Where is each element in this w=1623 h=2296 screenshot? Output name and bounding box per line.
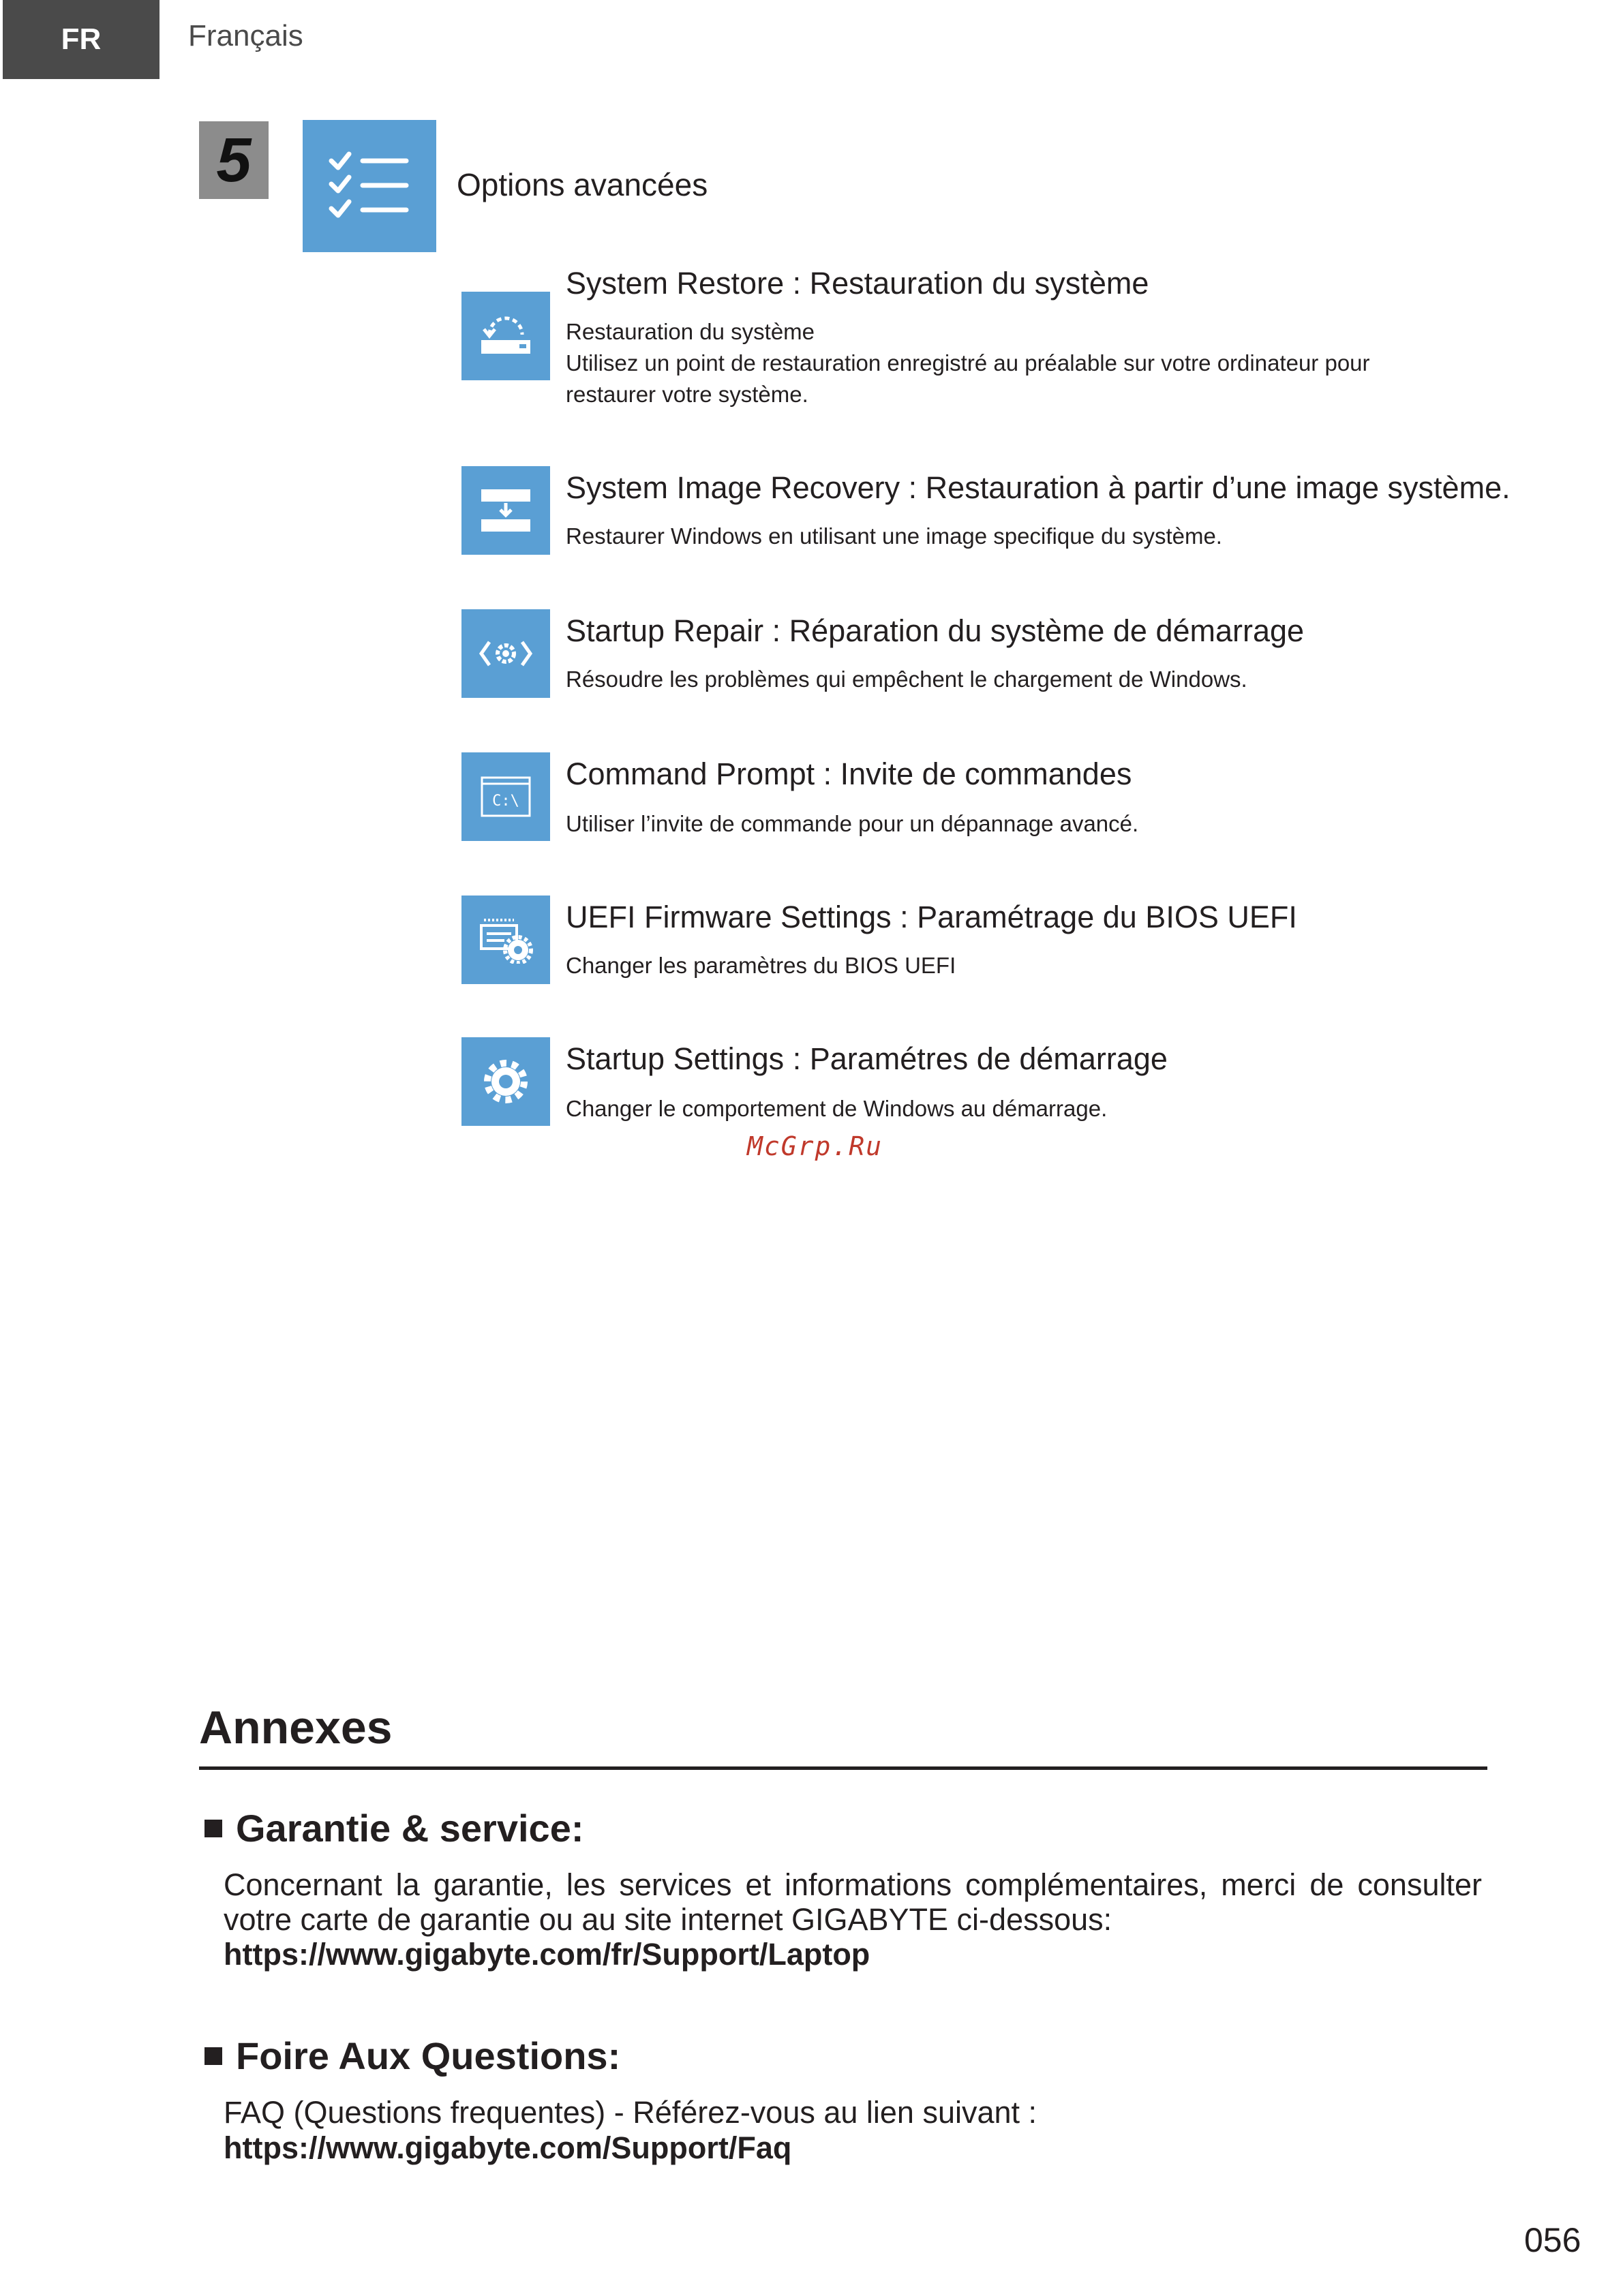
warranty-link[interactable]: https://www.gigabyte.com/fr/Support/Laptop xyxy=(224,1937,870,1972)
command-prompt-description: Utiliser l’invite de commande pour un dépannage avancé. xyxy=(566,811,1139,836)
bullet-square-icon xyxy=(204,1820,222,1837)
annexes-title: Annexes xyxy=(199,1702,393,1754)
system-restore-icon[interactable] xyxy=(461,292,550,380)
command-prompt-title[interactable]: Command Prompt : Invite de commandes xyxy=(566,756,1132,791)
system-image-recovery-title[interactable]: System Image Recovery : Restauration à partir d’une image système. xyxy=(566,470,1511,505)
warranty-text: Concernant la garantie, les services et informations complémentaires, merci de consulter votre carte de garantie ou au site internet GIGABYTE ci-dessous: xyxy=(224,1867,1482,1937)
system-image-recovery-description: Restaurer Windows en utilisant une image specifique du système. xyxy=(566,523,1222,549)
startup-settings-title[interactable]: Startup Settings : Paramétres de démarrage xyxy=(566,1041,1168,1076)
startup-repair-title[interactable]: Startup Repair : Réparation du système de démarrage xyxy=(566,613,1305,648)
system-restore-title[interactable]: System Restore : Restauration du système xyxy=(566,266,1149,301)
uefi-firmware-settings-description: Changer les paramètres du BIOS UEFI xyxy=(566,953,956,978)
uefi-firmware-settings-title[interactable]: UEFI Firmware Settings : Paramétrage du BIOS UEFI xyxy=(566,900,1297,934)
faq-link[interactable]: https://www.gigabyte.com/Support/Faq xyxy=(224,2130,792,2165)
startup-repair-description: Résoudre les problèmes qui empêchent le chargement de Windows. xyxy=(566,667,1247,692)
step-number: 5 xyxy=(199,121,269,199)
bullet-square-icon xyxy=(204,2047,222,2065)
faq-heading: Foire Aux Questions: xyxy=(204,2034,620,2078)
gear-icon[interactable] xyxy=(461,1037,550,1126)
command-prompt-icon[interactable] xyxy=(461,752,550,841)
language-tab: FR xyxy=(3,0,160,79)
uefi-settings-icon[interactable] xyxy=(461,896,550,984)
startup-repair-icon[interactable] xyxy=(461,609,550,698)
warranty-heading: Garantie & service: xyxy=(204,1806,583,1850)
checklist-icon xyxy=(303,120,436,252)
startup-settings-description: Changer le comportement de Windows au démarrage. xyxy=(566,1096,1108,1121)
svg-text:C:\: C:\ xyxy=(492,793,519,810)
page-number: 056 xyxy=(1524,2221,1581,2259)
system-restore-description: Restauration du système Utilisez un point de restauration enregistré au préalable sur votre ordinateur pour restaurer votre système. xyxy=(566,319,1370,407)
divider xyxy=(199,1766,1487,1770)
system-image-icon[interactable] xyxy=(461,466,550,555)
section-title: Options avancées xyxy=(457,167,708,202)
faq-text: FAQ (Questions frequentes) - Référez-vous au lien suivant : xyxy=(224,2095,1037,2130)
watermark: McGrp.Ru xyxy=(747,1131,883,1161)
language-name: Français xyxy=(188,19,303,52)
